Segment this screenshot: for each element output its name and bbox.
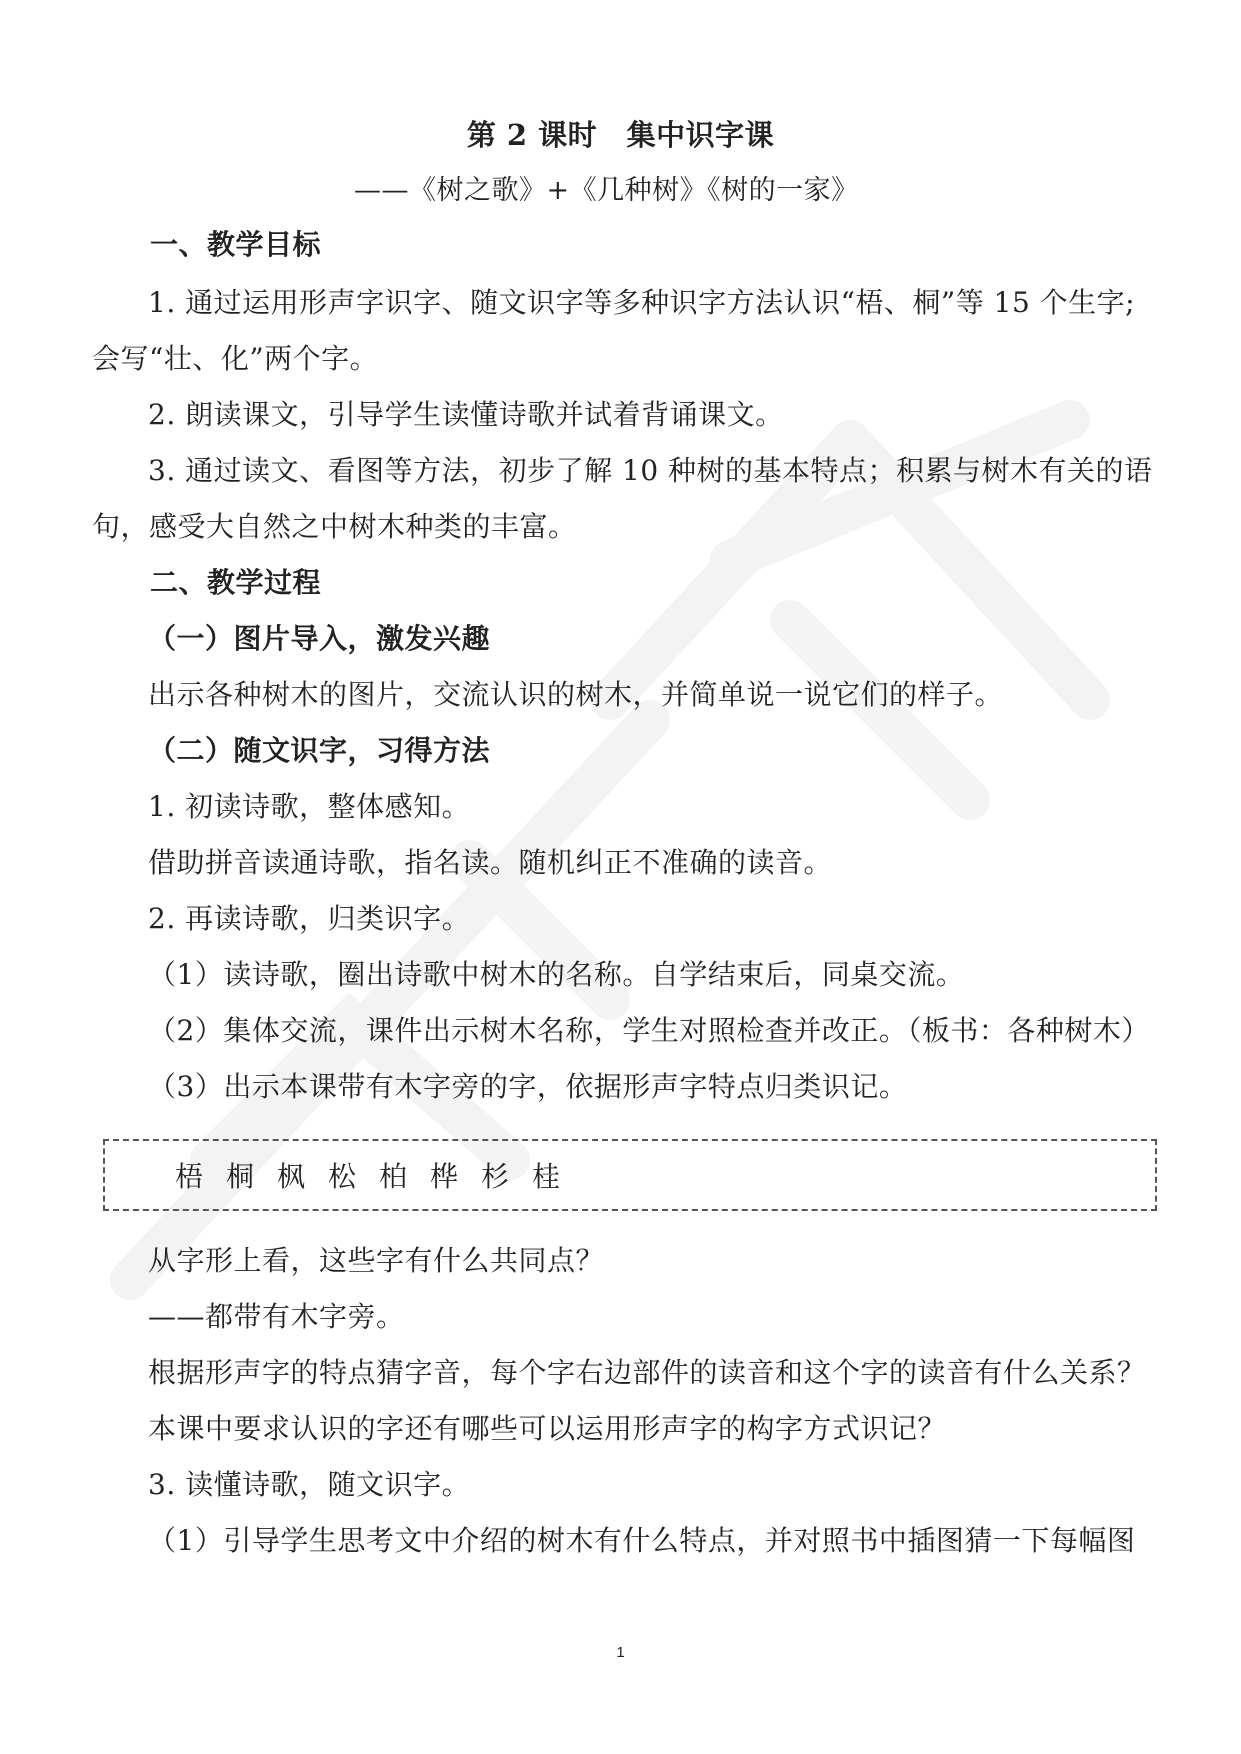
character: 桂 [532, 1160, 561, 1193]
question-1: 从字形上看，这些字有什么共同点？ [148, 1244, 605, 1277]
character: 桐 [226, 1160, 255, 1193]
step-2-item-1: （1）读诗歌，圈出诗歌中树木的名称。自学结束后，同桌交流。 [148, 958, 965, 991]
section-heading-objectives: 一、教学目标 [150, 228, 322, 261]
subheading-1: （一）图片导入，激发兴趣 [148, 622, 491, 655]
objective-3-line-2: 句，感受大自然之中树木种类的丰富。 [92, 510, 577, 543]
character: 松 [328, 1160, 357, 1193]
character: 梧 [175, 1160, 204, 1193]
page-title: 第 2 课时 集中识字课 [466, 118, 775, 152]
page-subtitle: ——《树之歌》+《几种树》《树的一家》 [354, 175, 859, 206]
character: 杉 [481, 1160, 510, 1193]
objective-1-line-2: 会写“壮、化”两个字。 [92, 342, 379, 375]
question-2: 根据形声字的特点猜字音，每个字右边部件的读音和这个字的读音有什么关系？ [148, 1356, 1146, 1389]
step-1-text: 借助拼音读通诗歌，指名读。随机纠正不准确的读音。 [148, 846, 833, 879]
objective-3-line-1: 3. 通过读文、看图等方法，初步了解 10 种树的基本特点；积累与树木有关的语 [148, 454, 1153, 487]
answer-1: ——都带有木字旁。 [148, 1300, 405, 1333]
character: 桦 [430, 1160, 459, 1193]
character: 柏 [379, 1160, 408, 1193]
step-2: 2. 再读诗歌，归类识字。 [148, 902, 471, 935]
page-number: 1 [616, 1644, 625, 1661]
step-2-item-3: （3）出示本课带有木字旁的字，依据形声字特点归类识记。 [148, 1070, 908, 1103]
character-list [175, 1160, 583, 1194]
subheading-2: （二）随文识字，习得方法 [148, 734, 491, 767]
question-3: 本课中要求认识的字还有哪些可以运用形声字的构字方式识记？ [148, 1412, 947, 1445]
step-2-item-2: （2）集体交流，课件出示树木名称，学生对照检查并改正。（板书：各种树木） [148, 1014, 1150, 1047]
objective-1-line-1: 1. 通过运用形声字识字、随文识字等多种识字方法认识“梧、桐”等 15 个生字; [148, 286, 1136, 319]
character: 枫 [277, 1160, 306, 1193]
section-heading-process: 二、教学过程 [150, 566, 322, 599]
objective-2: 2. 朗读课文，引导学生读懂诗歌并试着背诵课文。 [148, 398, 784, 431]
step-1: 1. 初读诗歌，整体感知。 [148, 790, 471, 823]
step-3: 3. 读懂诗歌，随文识字。 [148, 1468, 471, 1501]
subheading-1-text: 出示各种树木的图片，交流认识的树木，并简单说一说它们的样子。 [148, 678, 1004, 711]
step-3-item-1: （1）引导学生思考文中介绍的树木有什么特点，并对照书中插图猜一下每幅图 [148, 1524, 1136, 1557]
